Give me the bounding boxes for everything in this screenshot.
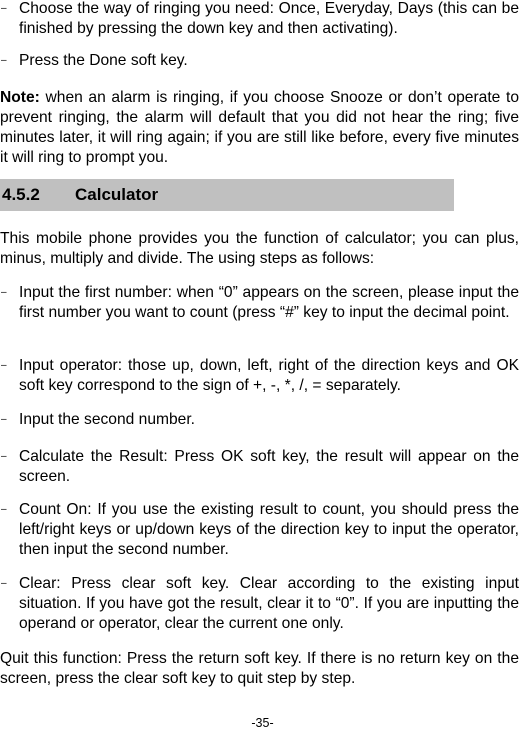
step-text: Clear: Press clear soft key. Clear according to the existing input situation. If you have got the result, clear it to “0”. If you are inputting the operand or operator, clear the current one only. xyxy=(19,575,519,632)
step-operator xyxy=(0,356,522,396)
bullet-mark: – xyxy=(1,578,7,589)
step-text: Input the second number. xyxy=(19,411,195,428)
quit-paragraph-text: Quit this function: Press the return soft key. If there is no return key on the screen, press the clear soft key to quit step by step. xyxy=(0,650,519,687)
bullet-mark: – xyxy=(1,451,7,462)
section-number: 4.5.2 xyxy=(2,185,40,204)
note-label: Note: xyxy=(0,89,40,106)
bullet-item-done xyxy=(0,51,522,71)
step-text: Input the first number: when “0” appears on the screen, please input the first number you want to count (press “#” key to input the decimal point. xyxy=(19,284,519,321)
bullet-mark: – xyxy=(1,504,7,515)
step-calculate-result xyxy=(0,447,522,487)
bullet-mark: – xyxy=(1,360,7,371)
section-title: Calculator xyxy=(75,185,159,204)
intro-paragraph-text: This mobile phone provides you the function of calculator; you can plus, minus, multiply and divide. The using steps as follows: xyxy=(0,230,519,267)
bullet-mark: – xyxy=(1,414,7,425)
step-text: Count On: If you use the existing result to count, you should press the left/right keys or up/down keys of the direction key to input the operator, then input the second number. xyxy=(19,501,519,558)
intro-paragraph xyxy=(0,229,522,269)
section-heading xyxy=(0,179,454,211)
step-second-number xyxy=(0,410,522,430)
bullet-mark: – xyxy=(1,3,7,14)
bullet-item-ringing-mode xyxy=(0,0,522,39)
bullet-mark: – xyxy=(1,287,7,298)
bullet-mark: – xyxy=(1,55,7,66)
bullet-text: Press the Done soft key. xyxy=(19,52,188,69)
note-paragraph xyxy=(0,88,522,168)
step-text: Input operator: those up, down, left, right of the direction keys and OK soft key correspond to the sign of +, -, *, /, = separately. xyxy=(19,357,519,394)
bullet-text: Choose the way of ringing you need: Once, Everyday, Days (this can be finished by pressing the down key and then activating). xyxy=(19,0,519,37)
step-text: Calculate the Result: Press OK soft key, the result will appear on the screen. xyxy=(19,448,519,485)
step-clear xyxy=(0,574,522,634)
note-text: when an alarm is ringing, if you choose Snooze or don’t operate to prevent ringing, the alarm will default that you did not hear the ring; five minutes later, it will ring again; if you are still like before, every five minutes it will ring to prompt you. xyxy=(0,89,519,166)
quit-paragraph xyxy=(0,649,522,689)
step-first-number xyxy=(0,283,522,323)
step-count-on xyxy=(0,500,522,560)
page-number: -35- xyxy=(251,716,274,730)
